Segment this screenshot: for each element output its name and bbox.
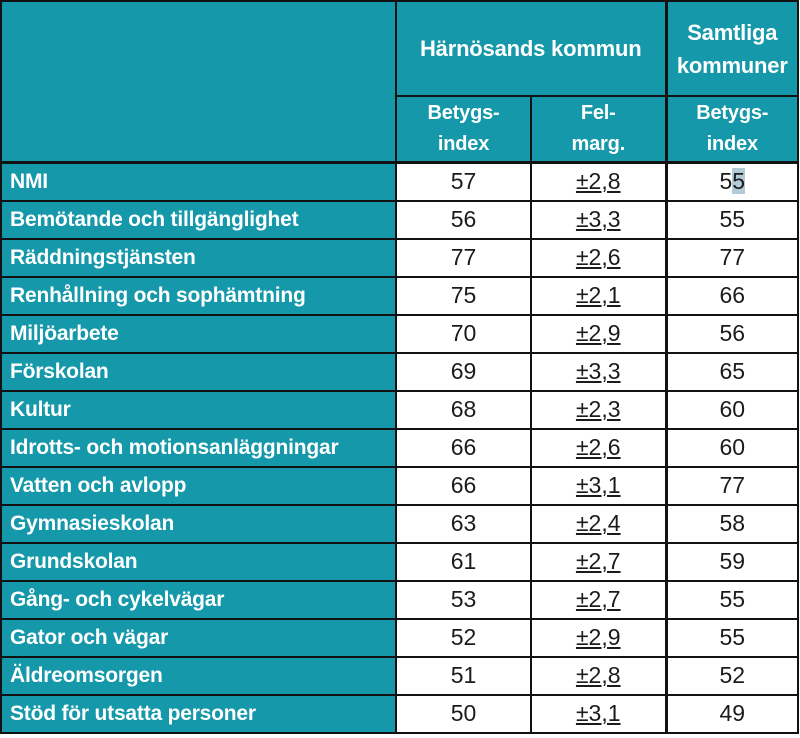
samtliga-value: 77 (666, 239, 798, 277)
header-betygsindex-line1: Betygs- (427, 102, 500, 124)
header-betygsindex2-line1: Betygs- (696, 102, 769, 124)
felmarg-text: ±3,1 (575, 472, 621, 498)
samtliga-value: 55 (666, 619, 798, 657)
header-felmarg-line1: Fel- (580, 102, 616, 124)
samtliga-value: 55 (666, 201, 798, 239)
felmarg-text: ±2,9 (575, 624, 621, 650)
felmarg-text: ±2,8 (575, 168, 621, 195)
betygsindex-value: 70 (396, 315, 531, 353)
felmarg-value (531, 277, 666, 315)
betygsindex-value: 56 (396, 201, 531, 239)
table-row (1, 163, 798, 201)
header-felmarg (531, 96, 666, 163)
felmarg-value (531, 467, 666, 505)
row-label: Renhållning och sophämtning (1, 277, 396, 315)
header-betygsindex2-line2: index (706, 133, 758, 155)
corner-cell (1, 1, 396, 163)
row-label: Kultur (1, 391, 396, 429)
felmarg-text: ±2,1 (575, 282, 621, 308)
felmarg-text: ±2,4 (575, 510, 621, 536)
felmarg-text: ±2,9 (575, 320, 621, 346)
betygsindex-value: 63 (396, 505, 531, 543)
table-row (1, 619, 798, 657)
felmarg-value (531, 201, 666, 239)
header-samtliga-line2: kommuner (676, 52, 788, 78)
samtliga-value: 65 (666, 353, 798, 391)
felmarg-text: ±2,7 (575, 586, 621, 612)
felmarg-text: ±3,3 (575, 206, 621, 232)
row-label: Förskolan (1, 353, 396, 391)
row-label: NMI (1, 163, 396, 201)
felmarg-value (531, 695, 666, 733)
table-row (1, 467, 798, 505)
samtliga-value: 60 (666, 391, 798, 429)
samtliga-value: 55 (666, 581, 798, 619)
samtliga-value: 49 (666, 695, 798, 733)
row-label: Gång- och cykelvägar (1, 581, 396, 619)
table-body (1, 163, 798, 733)
felmarg-value (531, 429, 666, 467)
betygsindex-value: 69 (396, 353, 531, 391)
row-label: Stöd för utsatta personer (1, 695, 396, 733)
samtliga-value: 52 (666, 657, 798, 695)
row-label: Bemötande och tillgänglighet (1, 201, 396, 239)
table-row (1, 315, 798, 353)
felmarg-value (531, 657, 666, 695)
samtliga-value (666, 163, 798, 201)
table-row (1, 695, 798, 733)
samtliga-text: 5 (719, 168, 733, 195)
betygsindex-value: 66 (396, 467, 531, 505)
table-row (1, 505, 798, 543)
felmarg-value (531, 239, 666, 277)
samtliga-value: 58 (666, 505, 798, 543)
row-label: Miljöarbete (1, 315, 396, 353)
table-row (1, 353, 798, 391)
betygsindex-value: 61 (396, 543, 531, 581)
felmarg-text: ±2,8 (575, 662, 621, 688)
header-felmarg-line2: marg. (571, 133, 625, 155)
table-row (1, 239, 798, 277)
table-row (1, 391, 798, 429)
felmarg-text: ±2,6 (575, 244, 621, 270)
betygsindex-value: 53 (396, 581, 531, 619)
row-label: Gymnasieskolan (1, 505, 396, 543)
felmarg-value (531, 581, 666, 619)
felmarg-value (531, 315, 666, 353)
table-row (1, 201, 798, 239)
row-label: Idrotts- och motionsanläggningar (1, 429, 396, 467)
samtliga-text-highlighted: 5 (732, 168, 746, 195)
row-label: Gator och vägar (1, 619, 396, 657)
header-samtliga-line1: Samtliga (687, 19, 778, 45)
betygsindex-value: 68 (396, 391, 531, 429)
header-betygsindex-harnosand (396, 96, 531, 163)
felmarg-value (531, 353, 666, 391)
felmarg-value (531, 163, 666, 201)
betygsindex-value: 75 (396, 277, 531, 315)
betygsindex-value: 52 (396, 619, 531, 657)
felmarg-value (531, 543, 666, 581)
betygsindex-value: 77 (396, 239, 531, 277)
header-group-row (1, 1, 798, 96)
header-samtliga-kommuner (666, 1, 798, 96)
table-row (1, 581, 798, 619)
felmarg-text: ±3,3 (575, 358, 621, 384)
betygsindex-value: 50 (396, 695, 531, 733)
header-betygsindex-line2: index (437, 133, 490, 155)
felmarg-text: ±2,7 (575, 548, 621, 574)
header-betygsindex-samtliga (666, 96, 798, 163)
samtliga-value: 56 (666, 315, 798, 353)
table-row (1, 543, 798, 581)
betygsindex-value: 51 (396, 657, 531, 695)
felmarg-value (531, 505, 666, 543)
betygsindex-value: 57 (396, 163, 531, 201)
samtliga-value: 59 (666, 543, 798, 581)
samtliga-value: 77 (666, 467, 798, 505)
samtliga-value: 66 (666, 277, 798, 315)
betygsindex-value: 66 (396, 429, 531, 467)
felmarg-text: ±2,6 (575, 434, 621, 460)
samtliga-value: 60 (666, 429, 798, 467)
row-label: Räddningstjänsten (1, 239, 396, 277)
felmarg-value (531, 619, 666, 657)
table-row (1, 277, 798, 315)
table-row (1, 429, 798, 467)
header-harnosands-kommun: Härnösands kommun (396, 1, 666, 96)
row-label: Äldreomsorgen (1, 657, 396, 695)
felmarg-value (531, 391, 666, 429)
row-label: Vatten och avlopp (1, 467, 396, 505)
felmarg-text: ±3,1 (575, 700, 621, 726)
felmarg-text: ±2,3 (575, 396, 621, 422)
row-label: Grundskolan (1, 543, 396, 581)
table-row (1, 657, 798, 695)
